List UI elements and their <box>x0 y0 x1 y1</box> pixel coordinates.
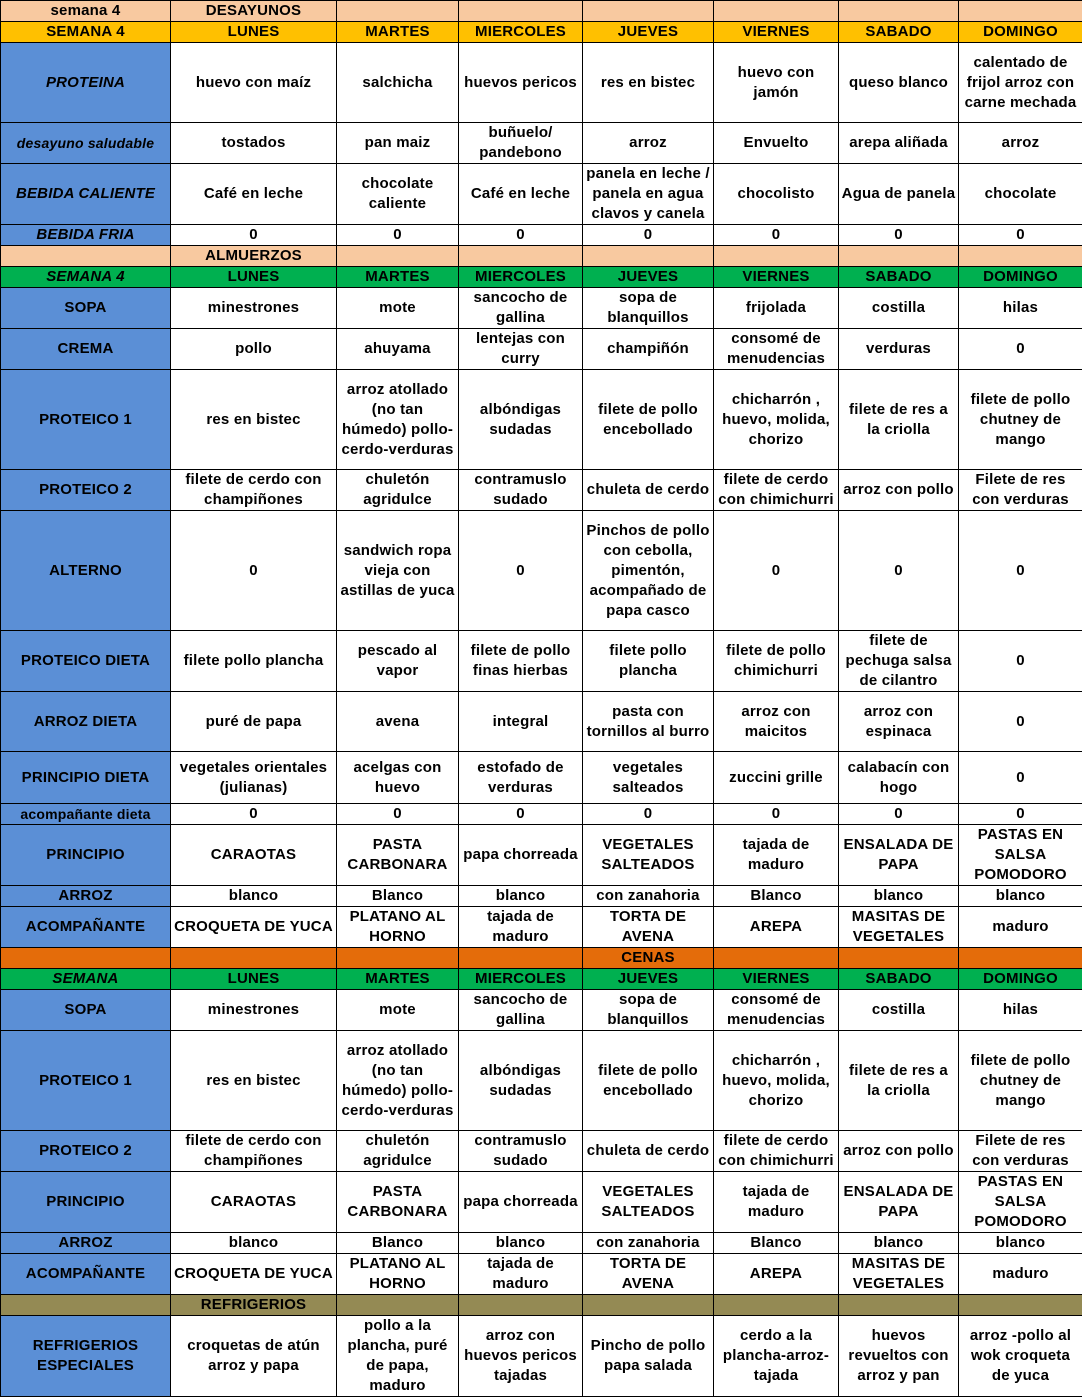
menu-cell: salchicha <box>337 43 459 123</box>
menu-cell: PASTA CARBONARA <box>337 1172 459 1233</box>
row-label: PROTEINA <box>1 43 171 123</box>
table-row <box>1 752 1082 804</box>
day-header: MARTES <box>337 22 459 43</box>
table-row <box>1 225 1082 246</box>
table-row <box>1 329 1082 370</box>
day-header: JUEVES <box>583 969 714 990</box>
menu-cell: huevos revueltos con arroz y pan <box>839 1316 959 1397</box>
menu-cell: arroz <box>583 123 714 164</box>
table-row <box>1 825 1082 886</box>
menu-cell: filete de res a la criolla <box>839 370 959 470</box>
menu-cell: minestrones <box>171 990 337 1031</box>
menu-cell: blanco <box>839 886 959 907</box>
row-label: BEBIDA FRIA <box>1 225 171 246</box>
menu-cell: filete de pollo chutney de mango <box>959 370 1082 470</box>
menu-cell: 0 <box>959 692 1082 752</box>
row-label: PRINCIPIO <box>1 1172 171 1233</box>
menu-cell: pescado al vapor <box>337 631 459 692</box>
table-row <box>1 1254 1082 1295</box>
menu-cell: blanco <box>459 1233 583 1254</box>
menu-cell: Café en leche <box>171 164 337 225</box>
table-row <box>1 1031 1082 1131</box>
day-header: JUEVES <box>583 267 714 288</box>
table-row <box>1 1172 1082 1233</box>
day-header: MARTES <box>337 267 459 288</box>
menu-cell: res en bistec <box>583 43 714 123</box>
menu-cell: contramuslo sudado <box>459 470 583 511</box>
row-label: SOPA <box>1 990 171 1031</box>
menu-cell: ENSALADA DE PAPA <box>839 1172 959 1233</box>
menu-cell: sandwich ropa vieja con astillas de yuca <box>337 511 459 631</box>
menu-cell: tajada de maduro <box>459 907 583 948</box>
menu-cell: pollo a la plancha, puré de papa, maduro <box>337 1316 459 1397</box>
menu-cell: acelgas con huevo <box>337 752 459 804</box>
menu-cell: albóndigas sudadas <box>459 370 583 470</box>
day-header: VIERNES <box>714 969 839 990</box>
menu-cell: PLATANO AL HORNO <box>337 907 459 948</box>
menu-cell: 0 <box>839 804 959 825</box>
menu-cell: contramuslo sudado <box>459 1131 583 1172</box>
menu-cell: minestrones <box>171 288 337 329</box>
menu-cell: con zanahoria <box>583 886 714 907</box>
menu-cell: TORTA DE AVENA <box>583 907 714 948</box>
menu-cell: pan maiz <box>337 123 459 164</box>
menu-cell: calentado de frijol arroz con carne mechada <box>959 43 1082 123</box>
day-header: LUNES <box>171 969 337 990</box>
header-label: SEMANA 4 <box>1 267 171 288</box>
row-label: PRINCIPIO <box>1 825 171 886</box>
menu-cell: 0 <box>839 511 959 631</box>
section-title-refrigerios: REFRIGERIOS <box>171 1295 337 1316</box>
menu-cell: Café en leche <box>459 164 583 225</box>
table-row <box>1 1316 1082 1397</box>
menu-cell: 0 <box>714 804 839 825</box>
menu-cell: Blanco <box>337 886 459 907</box>
day-header: DOMINGO <box>959 22 1082 43</box>
day-header: SABADO <box>839 22 959 43</box>
menu-cell: buñuelo/ pandebono <box>459 123 583 164</box>
menu-cell: ahuyama <box>337 329 459 370</box>
menu-cell: 0 <box>171 804 337 825</box>
menu-cell: tajada de maduro <box>714 1172 839 1233</box>
menu-cell: CROQUETA DE YUCA <box>171 1254 337 1295</box>
row-label: PRINCIPIO DIETA <box>1 752 171 804</box>
menu-cell: tostados <box>171 123 337 164</box>
almuerzos-header-row <box>1 267 1082 288</box>
menu-cell: papa chorreada <box>459 825 583 886</box>
menu-cell: Filete de res con verduras <box>959 1131 1082 1172</box>
cenas-title-row <box>1 948 1082 969</box>
menu-cell: filete de pollo encebollado <box>583 370 714 470</box>
menu-cell: Blanco <box>337 1233 459 1254</box>
row-label: ARROZ DIETA <box>1 692 171 752</box>
row-label: desayuno saludable <box>1 123 171 164</box>
menu-cell: arroz atollado (no tan húmedo) pollo-cerdo-verduras <box>337 370 459 470</box>
menu-cell: costilla <box>839 288 959 329</box>
menu-cell: filete de pollo chimichurri <box>714 631 839 692</box>
menu-cell: filete pollo plancha <box>171 631 337 692</box>
menu-cell: 0 <box>714 511 839 631</box>
cenas-header-row <box>1 969 1082 990</box>
menu-cell: 0 <box>171 511 337 631</box>
menu-cell: avena <box>337 692 459 752</box>
menu-cell: champiñón <box>583 329 714 370</box>
menu-cell: filete de pechuga salsa de cilantro <box>839 631 959 692</box>
menu-cell: albóndigas sudadas <box>459 1031 583 1131</box>
day-header: VIERNES <box>714 22 839 43</box>
row-label: PROTEICO 1 <box>1 1031 171 1131</box>
menu-cell: PASTA CARBONARA <box>337 825 459 886</box>
menu-cell: CROQUETA DE YUCA <box>171 907 337 948</box>
menu-cell: 0 <box>583 804 714 825</box>
row-label: SOPA <box>1 288 171 329</box>
menu-cell: cerdo a la plancha-arroz-tajada <box>714 1316 839 1397</box>
menu-cell: chuletón agridulce <box>337 1131 459 1172</box>
menu-cell: arroz <box>959 123 1082 164</box>
table-row <box>1 631 1082 692</box>
menu-cell: huevo con jamón <box>714 43 839 123</box>
table-row <box>1 1233 1082 1254</box>
desayunos-header-row <box>1 22 1082 43</box>
menu-cell: sopa de blanquillos <box>583 990 714 1031</box>
row-label: ACOMPAÑANTE <box>1 907 171 948</box>
menu-cell: 0 <box>337 225 459 246</box>
row-label: REFRIGERIOS ESPECIALES <box>1 1316 171 1397</box>
section-title-desayunos: DESAYUNOS <box>171 1 337 22</box>
day-header: MARTES <box>337 969 459 990</box>
section-title-almuerzos: ALMUERZOS <box>171 246 337 267</box>
menu-cell: 0 <box>459 225 583 246</box>
menu-cell: blanco <box>959 1233 1082 1254</box>
menu-cell: 0 <box>171 225 337 246</box>
menu-cell: costilla <box>839 990 959 1031</box>
row-label: PROTEICO 1 <box>1 370 171 470</box>
day-header: MIERCOLES <box>459 267 583 288</box>
menu-cell: panela en leche / panela en agua clavos y canela <box>583 164 714 225</box>
menu-cell: croquetas de atún arroz y papa <box>171 1316 337 1397</box>
row-label: ACOMPAÑANTE <box>1 1254 171 1295</box>
menu-cell: verduras <box>839 329 959 370</box>
menu-cell: vegetales salteados <box>583 752 714 804</box>
menu-cell: PASTAS EN SALSA POMODORO <box>959 1172 1082 1233</box>
menu-cell: filete de cerdo con chimichurri <box>714 470 839 511</box>
table-row <box>1 164 1082 225</box>
menu-cell: hilas <box>959 990 1082 1031</box>
menu-cell: 0 <box>337 804 459 825</box>
menu-cell: 0 <box>959 511 1082 631</box>
menu-cell: filete de pollo chutney de mango <box>959 1031 1082 1131</box>
day-header: MIERCOLES <box>459 969 583 990</box>
menu-cell: arroz con maicitos <box>714 692 839 752</box>
menu-cell: res en bistec <box>171 1031 337 1131</box>
menu-cell: arepa aliñada <box>839 123 959 164</box>
day-header: VIERNES <box>714 267 839 288</box>
menu-cell: 0 <box>583 225 714 246</box>
row-label: CREMA <box>1 329 171 370</box>
menu-cell: sancocho de gallina <box>459 288 583 329</box>
menu-cell: filete pollo plancha <box>583 631 714 692</box>
row-label: PROTEICO 2 <box>1 1131 171 1172</box>
table-row <box>1 470 1082 511</box>
table-row <box>1 990 1082 1031</box>
header-label: SEMANA 4 <box>1 22 171 43</box>
table-row <box>1 43 1082 123</box>
menu-cell: chocolate <box>959 164 1082 225</box>
menu-cell: estofado de verduras <box>459 752 583 804</box>
almuerzos-title-row <box>1 246 1082 267</box>
menu-cell: CARAOTAS <box>171 825 337 886</box>
menu-cell: CARAOTAS <box>171 1172 337 1233</box>
day-header: DOMINGO <box>959 969 1082 990</box>
menu-cell: chocolate caliente <box>337 164 459 225</box>
menu-cell: Filete de res con verduras <box>959 470 1082 511</box>
menu-cell: filete de cerdo con chimichurri <box>714 1131 839 1172</box>
menu-cell: chicharrón , huevo, molida, chorizo <box>714 370 839 470</box>
menu-cell: vegetales orientales (julianas) <box>171 752 337 804</box>
menu-cell: maduro <box>959 1254 1082 1295</box>
menu-cell: con zanahoria <box>583 1233 714 1254</box>
menu-cell: TORTA DE AVENA <box>583 1254 714 1295</box>
table-row <box>1 1131 1082 1172</box>
header-label: SEMANA <box>1 969 171 990</box>
menu-cell: sancocho de gallina <box>459 990 583 1031</box>
menu-cell: chuleta de cerdo <box>583 470 714 511</box>
menu-cell: blanco <box>459 886 583 907</box>
menu-cell: frijolada <box>714 288 839 329</box>
menu-cell: pasta con tornillos al burro <box>583 692 714 752</box>
menu-cell: chuleta de cerdo <box>583 1131 714 1172</box>
menu-cell: AREPA <box>714 907 839 948</box>
row-label: ALTERNO <box>1 511 171 631</box>
menu-cell: arroz con pollo <box>839 470 959 511</box>
refrigerios-title-row <box>1 1295 1082 1316</box>
menu-cell: Pincho de pollo papa salada <box>583 1316 714 1397</box>
row-label: BEBIDA CALIENTE <box>1 164 171 225</box>
menu-cell: filete de cerdo con champiñones <box>171 1131 337 1172</box>
menu-cell: integral <box>459 692 583 752</box>
menu-cell: filete de cerdo con champiñones <box>171 470 337 511</box>
menu-cell: mote <box>337 288 459 329</box>
menu-cell: consomé de menudencias <box>714 990 839 1031</box>
day-header: JUEVES <box>583 22 714 43</box>
day-header: LUNES <box>171 22 337 43</box>
day-header: SABADO <box>839 267 959 288</box>
menu-cell: papa chorreada <box>459 1172 583 1233</box>
day-header: MIERCOLES <box>459 22 583 43</box>
menu-cell: tajada de maduro <box>714 825 839 886</box>
menu-cell: tajada de maduro <box>459 1254 583 1295</box>
menu-cell: hilas <box>959 288 1082 329</box>
menu-cell: blanco <box>171 1233 337 1254</box>
menu-cell: 0 <box>714 225 839 246</box>
desayunos-title-row <box>1 1 1082 22</box>
menu-cell: MASITAS DE VEGETALES <box>839 907 959 948</box>
menu-cell: lentejas con curry <box>459 329 583 370</box>
menu-cell: arroz con pollo <box>839 1131 959 1172</box>
menu-cell: 0 <box>459 511 583 631</box>
menu-cell: mote <box>337 990 459 1031</box>
menu-cell: arroz con espinaca <box>839 692 959 752</box>
table-row <box>1 288 1082 329</box>
menu-cell: queso blanco <box>839 43 959 123</box>
menu-cell: Envuelto <box>714 123 839 164</box>
menu-cell: res en bistec <box>171 370 337 470</box>
menu-cell: chuletón agridulce <box>337 470 459 511</box>
menu-cell: blanco <box>959 886 1082 907</box>
menu-cell: 0 <box>839 225 959 246</box>
menu-cell: filete de pollo finas hierbas <box>459 631 583 692</box>
menu-cell: 0 <box>459 804 583 825</box>
table-row <box>1 907 1082 948</box>
menu-cell: calabacín con hogo <box>839 752 959 804</box>
menu-cell: PLATANO AL HORNO <box>337 1254 459 1295</box>
row-label: PROTEICO 2 <box>1 470 171 511</box>
menu-cell: arroz atollado (no tan húmedo) pollo-cerdo-verduras <box>337 1031 459 1131</box>
menu-cell: Blanco <box>714 886 839 907</box>
row-label: ARROZ <box>1 1233 171 1254</box>
menu-cell: huevo con maíz <box>171 43 337 123</box>
menu-cell: pollo <box>171 329 337 370</box>
menu-cell: zuccini grille <box>714 752 839 804</box>
menu-cell: AREPA <box>714 1254 839 1295</box>
menu-cell: blanco <box>171 886 337 907</box>
menu-cell: huevos pericos <box>459 43 583 123</box>
menu-cell: 0 <box>959 225 1082 246</box>
menu-cell: VEGETALES SALTEADOS <box>583 1172 714 1233</box>
menu-cell: consomé de menudencias <box>714 329 839 370</box>
menu-cell: chicharrón , huevo, molida, chorizo <box>714 1031 839 1131</box>
day-header: SABADO <box>839 969 959 990</box>
menu-cell: 0 <box>959 752 1082 804</box>
menu-cell: arroz -pollo al wok croqueta de yuca <box>959 1316 1082 1397</box>
menu-cell: sopa de blanquillos <box>583 288 714 329</box>
table-row <box>1 804 1082 825</box>
menu-cell: puré de papa <box>171 692 337 752</box>
menu-cell: chocolisto <box>714 164 839 225</box>
menu-cell: Pinchos de pollo con cebolla, pimentón, acompañado de papa casco <box>583 511 714 631</box>
menu-cell: maduro <box>959 907 1082 948</box>
menu-cell: Agua de panela <box>839 164 959 225</box>
row-label: PROTEICO DIETA <box>1 631 171 692</box>
section-title-cenas: CENAS <box>583 948 714 969</box>
table-row <box>1 370 1082 470</box>
menu-cell: Blanco <box>714 1233 839 1254</box>
menu-cell: 0 <box>959 804 1082 825</box>
week-label: semana 4 <box>1 1 171 22</box>
day-header: DOMINGO <box>959 267 1082 288</box>
table-row <box>1 123 1082 164</box>
day-header: LUNES <box>171 267 337 288</box>
row-label: ARROZ <box>1 886 171 907</box>
menu-cell: 0 <box>959 631 1082 692</box>
menu-cell: 0 <box>959 329 1082 370</box>
menu-cell: PASTAS EN SALSA POMODORO <box>959 825 1082 886</box>
menu-cell: filete de res a la criolla <box>839 1031 959 1131</box>
menu-cell: VEGETALES SALTEADOS <box>583 825 714 886</box>
table-row <box>1 886 1082 907</box>
table-row <box>1 692 1082 752</box>
menu-cell: blanco <box>839 1233 959 1254</box>
menu-cell: filete de pollo encebollado <box>583 1031 714 1131</box>
table-row <box>1 511 1082 631</box>
row-label: acompañante dieta <box>1 804 171 825</box>
menu-cell: ENSALADA DE PAPA <box>839 825 959 886</box>
menu-cell: arroz con huevos pericos tajadas <box>459 1316 583 1397</box>
menu-cell: MASITAS DE VEGETALES <box>839 1254 959 1295</box>
